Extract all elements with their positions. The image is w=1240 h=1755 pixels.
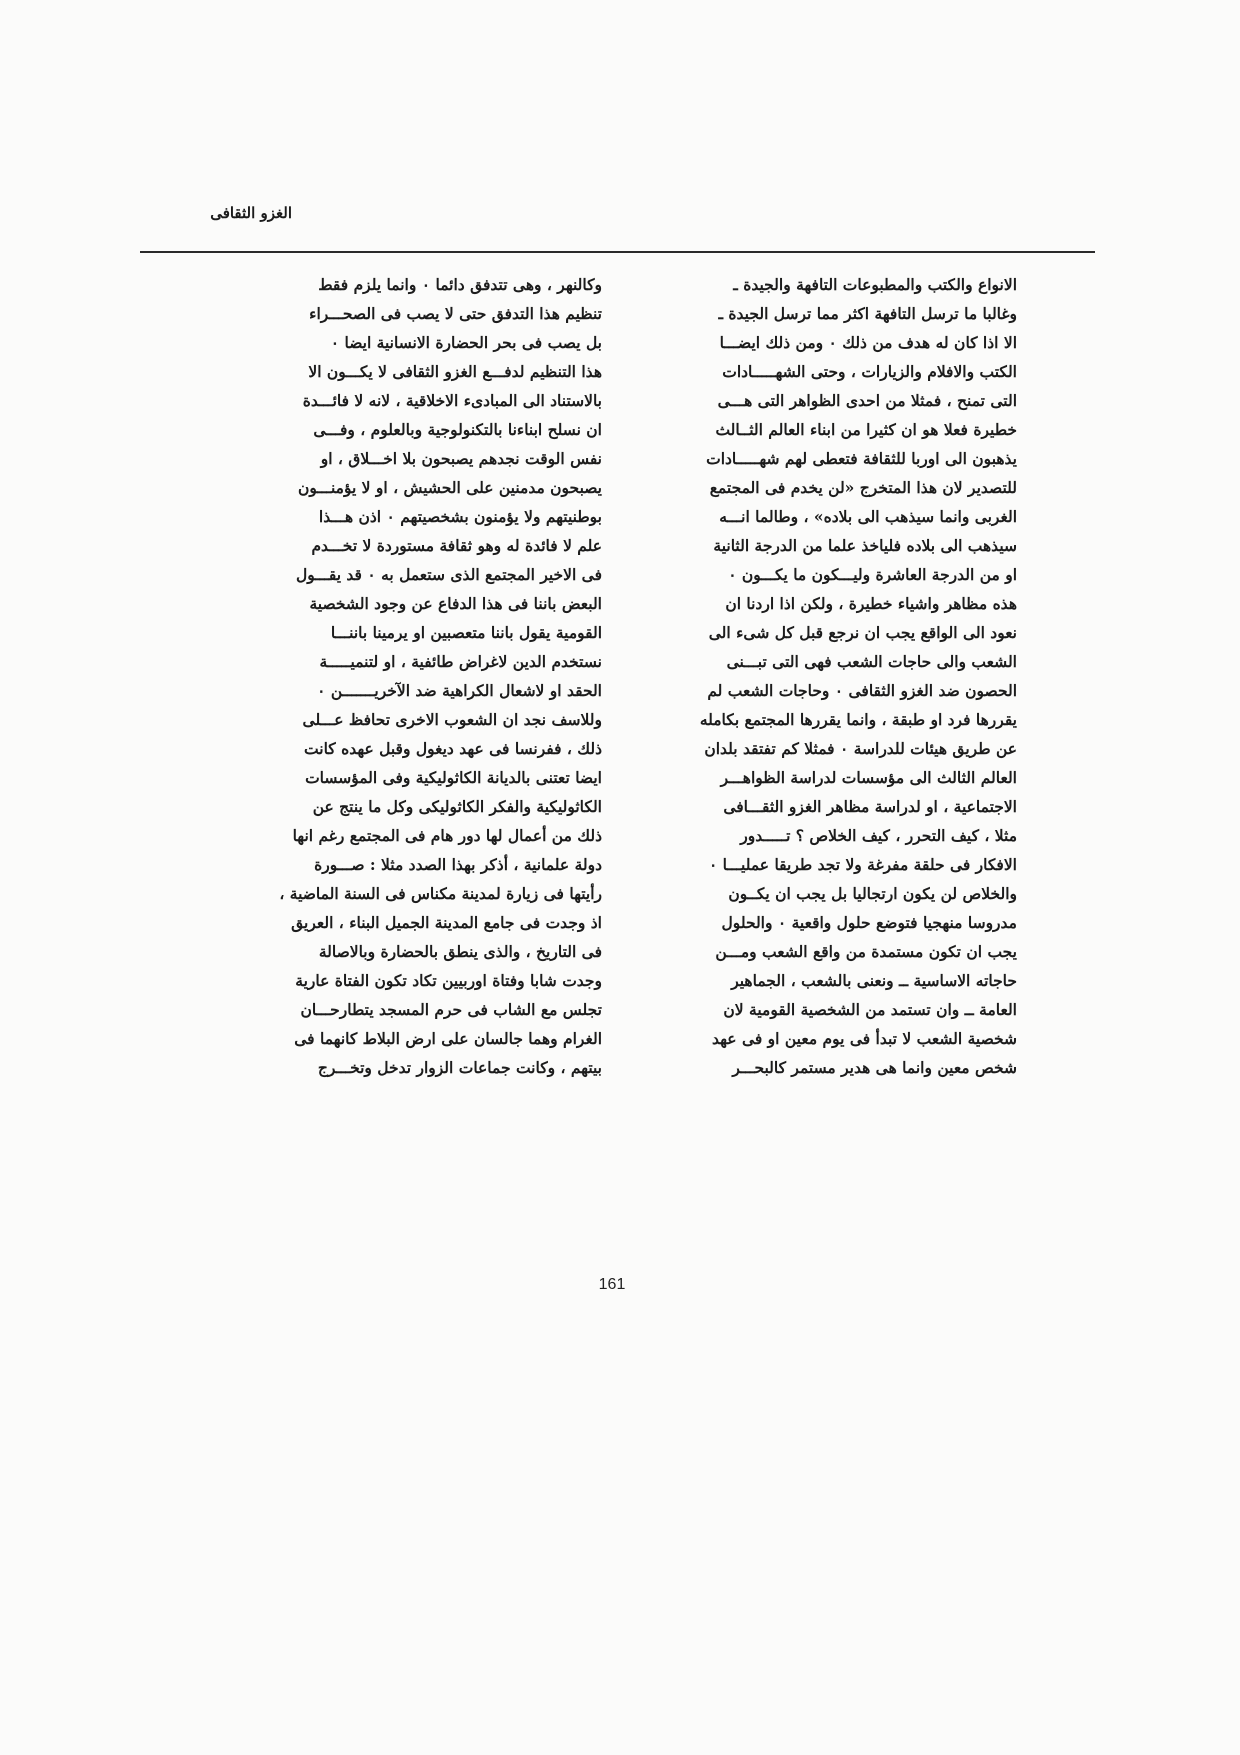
text-line: العامة ــ وان تستمد من الشخصية القومية لان — [723, 1000, 1017, 1019]
text-line: وللاسف نجد ان الشعوب الاخرى تحافظ عـــلى — [302, 710, 602, 729]
text-line: الشعب والى حاجات الشعب فهى التى تبـــنى — [726, 652, 1017, 671]
text-line: نفس الوقت نجدهم يصبحون بلا اخـــلاق ، او — [320, 449, 602, 468]
text-line: يقررها فرد او طبقة ، وانما يقررها المجتمع بكامله — [699, 710, 1017, 729]
text-line: العالم الثالث الى مؤسسات لدراسة الظواهـــر — [720, 768, 1017, 787]
running-header-title: الغزو الثقافى — [210, 204, 292, 222]
text-line: وجدت شابا وفتاة اوربيين تكاد تكون الفتاة عارية — [295, 971, 602, 990]
text-line: هذه مظاهر واشياء خطيرة ، ولكن اذا اردنا ان — [725, 594, 1017, 613]
text-line: الانواع والكتب والمطبوعات التافهة والجيدة ـ — [733, 275, 1017, 294]
text-line: رأيتها فى زيارة لمدينة مكناس فى السنة الماضية ، — [279, 884, 602, 903]
text-line: دولة علمانية ، أذكر بهذا الصدد مثلا : صـــورة — [314, 855, 602, 874]
text-line: الكتب والافلام والزيارات ، وحتى الشهـــــادات — [722, 362, 1017, 381]
text-line: فى الاخير المجتمع الذى ستعمل به ٠ قد يقـــول — [295, 565, 602, 584]
text-line: ايضا تعتنى بالديانة الكاثوليكية وفى المؤسسات — [305, 768, 602, 787]
text-line: مدروسا منهجيا فتوضع حلول واقعية ٠ والحلول — [721, 913, 1017, 932]
text-line: التى تمنح ، فمثلا من احدى الظواهر التى هـــى — [717, 391, 1017, 410]
text-line: الحقد او لاشعال الكراهية ضد الآخريـــــــن ٠ — [317, 681, 602, 700]
text-line: علم لا فائدة له وهو ثقافة مستوردة لا تخـــدم — [311, 536, 602, 555]
text-line: نعود الى الواقع يجب ان نرجع قبل كل شىء الى — [708, 623, 1017, 642]
text-column-right — [622, 270, 1017, 1082]
text-line: الحصون ضد الغزو الثقافى ٠ وحاجات الشعب لم — [707, 681, 1017, 700]
text-line: الغربى وانما سيذهب الى بلاده» ، وطالما انـــه — [719, 507, 1017, 526]
text-line: خطيرة فعلا هو ان كثيرا من ابناء العالم الثــالث — [715, 420, 1017, 439]
text-line: شخص معين وانما هى هدير مستمر كالبحـــر — [732, 1058, 1017, 1077]
text-line: الافكار فى حلقة مفرغة ولا تجد طريقا عمليـــا ٠ — [708, 855, 1017, 874]
text-line: والخلاص لن يكون ارتجاليا بل يجب ان يكــون — [728, 884, 1017, 903]
text-line: هذا التنظيم لدفـــع الغزو الثقافى لا يكـــون الا — [308, 362, 602, 381]
page-number: 161 — [598, 1276, 626, 1293]
text-line: مثلا ، كيف التحرر ، كيف الخلاص ؟ تـــــدور — [740, 826, 1017, 845]
header-rule — [140, 251, 1095, 253]
text-line: يصبحون مدمنين على الحشيش ، او لا يؤمنـــون — [297, 478, 602, 497]
text-line: تجلس مع الشاب فى حرم المسجد يتطارحـــان — [300, 1000, 602, 1019]
text-line: الاجتماعية ، او لدراسة مظاهر الغزو الثقـــافى — [723, 797, 1017, 816]
text-line: ذلك ، ففرنسا فى عهد ديغول وقبل عهده كانت — [304, 739, 602, 758]
text-line: عن طريق هيئات للدراسة ٠ فمثلا كم تفتقد بلدان — [704, 739, 1017, 758]
text-line: حاجاته الاساسية ــ ونعنى بالشعب ، الجماهير — [731, 971, 1017, 990]
text-line: وكالنهر ، وهى تتدفق دائما ٠ وانما يلزم فقط — [318, 275, 602, 294]
text-line: الكاثوليكية والفكر الكاثوليكى وكل ما ينتج عن — [312, 797, 602, 816]
text-line: نستخدم الدين لاغراض طائفية ، او لتنميـــــة — [319, 652, 602, 671]
text-line: بالاستناد الى المبادىء الاخلاقية ، لانه لا فائـــدة — [302, 391, 602, 410]
text-line: يجب ان تكون مستمدة من واقع الشعب ومـــن — [715, 942, 1017, 961]
text-line: بل يصب فى بحر الحضارة الانسانية ايضا ٠ — [330, 333, 602, 352]
text-line: وغالبا ما ترسل التافهة اكثر مما ترسل الجيدة ـ — [718, 304, 1017, 323]
text-line: البعض باننا فى هذا الدفاع عن وجود الشخصية — [309, 594, 602, 613]
text-column-left — [207, 270, 602, 1082]
text-line: اذ وجدت فى جامع المدينة الجميل البناء ، العريق — [291, 913, 602, 932]
text-line: يذهبون الى اوربا للثقافة فتعطى لهم شهـــــادات — [706, 449, 1017, 468]
text-line: شخصية الشعب لا تبدأ فى يوم معين او فى عهد — [712, 1029, 1017, 1048]
text-line: تنظيم هذا التدفق حتى لا يصب فى الصحـــراء — [309, 304, 602, 323]
text-line: القومية يقول باننا متعصبين او يرمينا باننـــا — [330, 623, 602, 642]
text-line: بوطنيتهم ولا يؤمنون بشخصيتهم ٠ اذن هـــذا — [318, 507, 602, 526]
text-line: فى التاريخ ، والذى ينطق بالحضارة وبالاصالة — [318, 942, 602, 961]
text-line: ذلك من أعمال لها دور هام فى المجتمع رغم انها — [292, 826, 602, 845]
text-line: ان نسلح ابناءنا بالتكنولوجية وبالعلوم ، وفـــى — [313, 420, 602, 439]
text-line: بيتهم ، وكانت جماعات الزوار تدخل وتخـــرج — [317, 1058, 602, 1077]
text-line: او من الدرجة العاشرة وليـــكون ما يكـــون ٠ — [728, 565, 1017, 584]
text-line: للتصدير لان هذا المتخرج «لن يخدم فى المجتمع — [709, 478, 1017, 497]
text-line: الا اذا كان له هدف من ذلك ٠ ومن ذلك ايضـــا — [719, 333, 1017, 352]
text-line: سيذهب الى بلاده فلياخذ علما من الدرجة الثانية — [713, 536, 1017, 555]
text-line: الغرام وهما جالسان على ارض البلاط كانهما فى — [294, 1029, 602, 1048]
